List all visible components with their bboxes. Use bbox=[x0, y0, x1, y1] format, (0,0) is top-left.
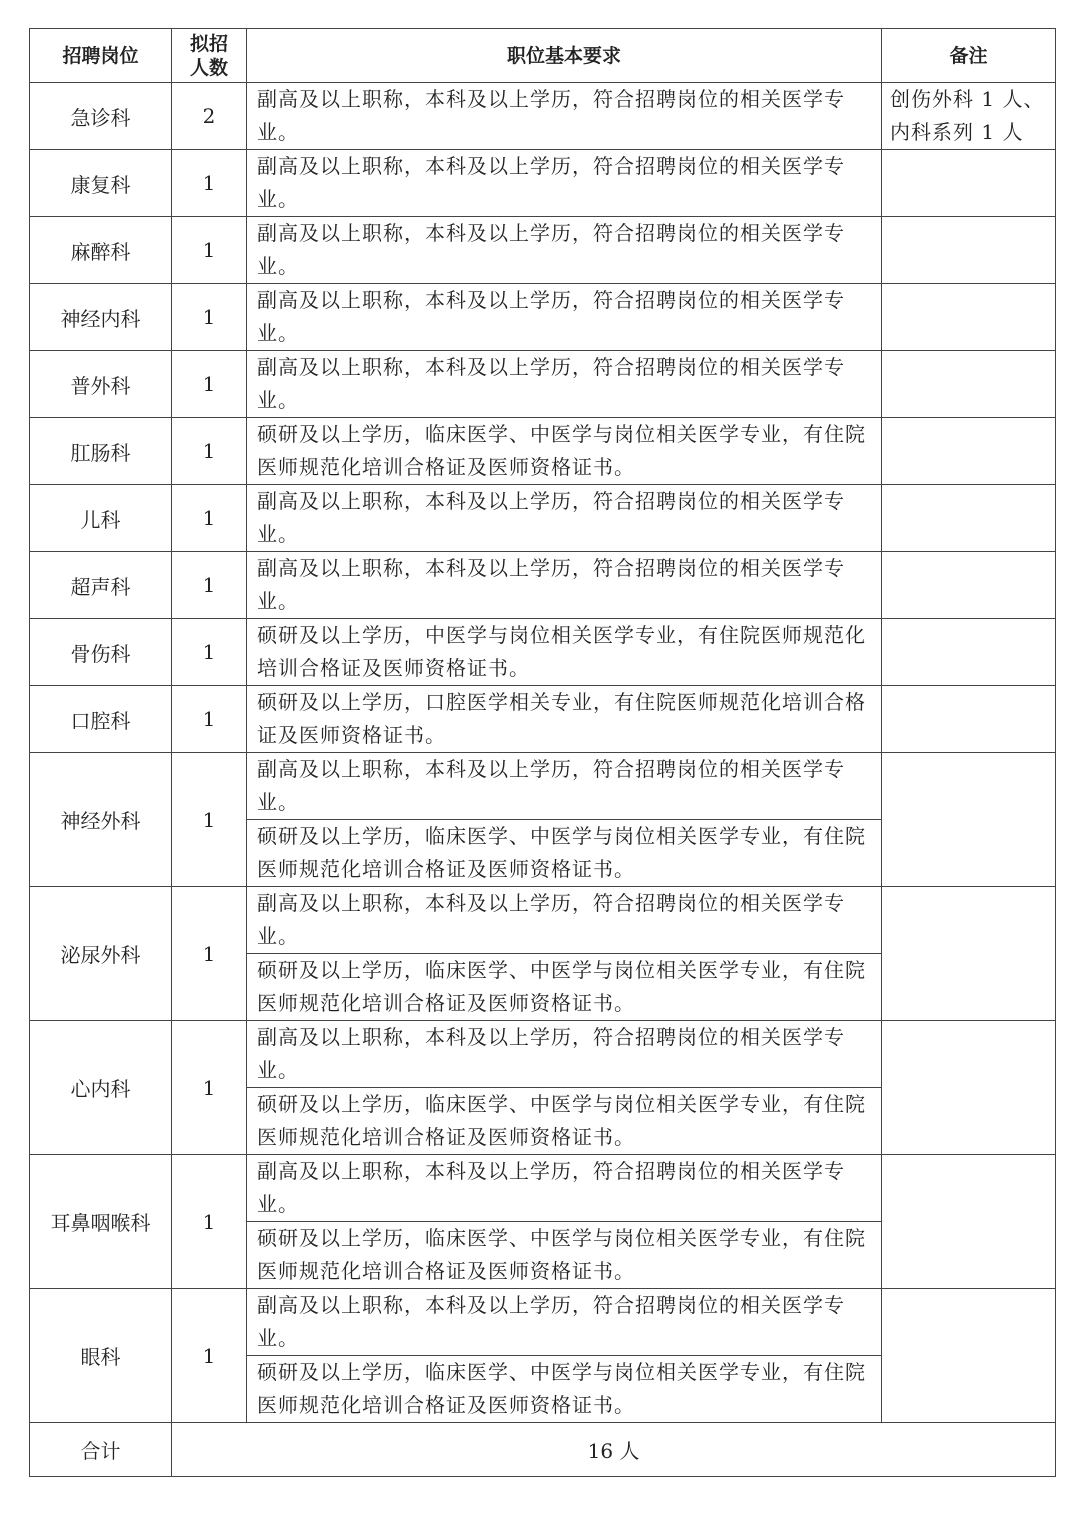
requirement-cell: 副高及以上职称，本科及以上学历，符合招聘岗位的相关医学专业。 bbox=[247, 351, 882, 418]
department-cell: 心内科 bbox=[30, 1021, 172, 1155]
department-cell: 耳鼻咽喉科 bbox=[30, 1155, 172, 1289]
department-cell: 康复科 bbox=[30, 150, 172, 217]
department-cell: 神经内科 bbox=[30, 284, 172, 351]
table-row bbox=[30, 552, 1056, 619]
table-row bbox=[30, 753, 1056, 820]
requirement-cell: 副高及以上职称，本科及以上学历，符合招聘岗位的相关医学专业。 bbox=[247, 485, 882, 552]
department-cell: 骨伤科 bbox=[30, 619, 172, 686]
note-cell bbox=[882, 887, 1056, 1021]
requirement-cell: 副高及以上职称，本科及以上学历，符合招聘岗位的相关医学专业。 bbox=[247, 1021, 882, 1088]
header-requirements: 职位基本要求 bbox=[247, 29, 882, 83]
note-cell bbox=[882, 150, 1056, 217]
total-row bbox=[30, 1423, 1056, 1477]
count-cell: 1 bbox=[172, 418, 247, 485]
total-label: 合计 bbox=[30, 1423, 172, 1477]
recruitment-table bbox=[29, 28, 1056, 1477]
department-cell: 眼科 bbox=[30, 1289, 172, 1423]
requirement-cell: 副高及以上职称，本科及以上学历，符合招聘岗位的相关医学专业。 bbox=[247, 83, 882, 150]
department-cell: 普外科 bbox=[30, 351, 172, 418]
table-row bbox=[30, 351, 1056, 418]
requirement-cell: 副高及以上职称，本科及以上学历，符合招聘岗位的相关医学专业。 bbox=[247, 1289, 882, 1356]
note-cell bbox=[882, 1021, 1056, 1155]
requirement-cell: 副高及以上职称，本科及以上学历，符合招聘岗位的相关医学专业。 bbox=[247, 217, 882, 284]
note-cell bbox=[882, 418, 1056, 485]
table-row bbox=[30, 619, 1056, 686]
table-row bbox=[30, 83, 1056, 150]
count-cell: 1 bbox=[172, 351, 247, 418]
note-cell bbox=[882, 1289, 1056, 1423]
note-cell bbox=[882, 284, 1056, 351]
note-cell bbox=[882, 753, 1056, 887]
department-cell: 神经外科 bbox=[30, 753, 172, 887]
table-row bbox=[30, 686, 1056, 753]
requirement-cell: 副高及以上职称，本科及以上学历，符合招聘岗位的相关医学专业。 bbox=[247, 887, 882, 954]
table-row bbox=[30, 485, 1056, 552]
note-cell bbox=[882, 686, 1056, 753]
count-cell: 1 bbox=[172, 1155, 247, 1289]
count-cell: 1 bbox=[172, 217, 247, 284]
header-row bbox=[30, 29, 1056, 83]
table-row bbox=[30, 887, 1056, 954]
department-cell: 急诊科 bbox=[30, 83, 172, 150]
count-cell: 1 bbox=[172, 150, 247, 217]
requirement-cell: 副高及以上职称，本科及以上学历，符合招聘岗位的相关医学专业。 bbox=[247, 150, 882, 217]
note-cell bbox=[882, 351, 1056, 418]
note-cell bbox=[882, 217, 1056, 284]
requirement-cell: 副高及以上职称，本科及以上学历，符合招聘岗位的相关医学专业。 bbox=[247, 552, 882, 619]
table-row bbox=[30, 284, 1056, 351]
count-cell: 1 bbox=[172, 686, 247, 753]
count-cell: 1 bbox=[172, 485, 247, 552]
table-row bbox=[30, 1021, 1056, 1088]
count-cell: 1 bbox=[172, 1289, 247, 1423]
requirement-cell: 硕研及以上学历，中医学与岗位相关医学专业，有住院医师规范化培训合格证及医师资格证书。 bbox=[247, 619, 882, 686]
requirement-cell: 副高及以上职称，本科及以上学历，符合招聘岗位的相关医学专业。 bbox=[247, 284, 882, 351]
note-cell bbox=[882, 1155, 1056, 1289]
requirement-cell: 硕研及以上学历，临床医学、中医学与岗位相关医学专业，有住院医师规范化培训合格证及医师资格证书。 bbox=[247, 954, 882, 1021]
requirement-cell: 硕研及以上学历，口腔医学相关专业，有住院医师规范化培训合格证及医师资格证书。 bbox=[247, 686, 882, 753]
table-row bbox=[30, 217, 1056, 284]
total-value: 16 人 bbox=[172, 1423, 1056, 1477]
note-cell: 创伤外科 1 人、内科系列 1 人 bbox=[882, 83, 1056, 150]
count-cell: 1 bbox=[172, 887, 247, 1021]
requirement-cell: 硕研及以上学历，临床医学、中医学与岗位相关医学专业，有住院医师规范化培训合格证及医师资格证书。 bbox=[247, 1356, 882, 1423]
count-cell: 1 bbox=[172, 1021, 247, 1155]
note-cell bbox=[882, 619, 1056, 686]
count-cell: 1 bbox=[172, 552, 247, 619]
note-cell bbox=[882, 552, 1056, 619]
table-body bbox=[30, 83, 1056, 1423]
table-row bbox=[30, 150, 1056, 217]
department-cell: 肛肠科 bbox=[30, 418, 172, 485]
count-cell: 1 bbox=[172, 619, 247, 686]
header-notes: 备注 bbox=[882, 29, 1056, 83]
requirement-cell: 硕研及以上学历，临床医学、中医学与岗位相关医学专业，有住院医师规范化培训合格证及医师资格证书。 bbox=[247, 1088, 882, 1155]
requirement-cell: 副高及以上职称，本科及以上学历，符合招聘岗位的相关医学专业。 bbox=[247, 1155, 882, 1222]
table-row bbox=[30, 1289, 1056, 1356]
department-cell: 儿科 bbox=[30, 485, 172, 552]
count-cell: 1 bbox=[172, 753, 247, 887]
department-cell: 麻醉科 bbox=[30, 217, 172, 284]
table-row bbox=[30, 1155, 1056, 1222]
department-cell: 泌尿外科 bbox=[30, 887, 172, 1021]
note-cell bbox=[882, 485, 1056, 552]
requirement-cell: 硕研及以上学历，临床医学、中医学与岗位相关医学专业，有住院医师规范化培训合格证及医师资格证书。 bbox=[247, 820, 882, 887]
requirement-cell: 硕研及以上学历，临床医学、中医学与岗位相关医学专业，有住院医师规范化培训合格证及医师资格证书。 bbox=[247, 1222, 882, 1289]
table-row bbox=[30, 418, 1056, 485]
requirement-cell: 硕研及以上学历，临床医学、中医学与岗位相关医学专业，有住院医师规范化培训合格证及医师资格证书。 bbox=[247, 418, 882, 485]
count-cell: 1 bbox=[172, 284, 247, 351]
requirement-cell: 副高及以上职称，本科及以上学历，符合招聘岗位的相关医学专业。 bbox=[247, 753, 882, 820]
department-cell: 口腔科 bbox=[30, 686, 172, 753]
header-position: 招聘岗位 bbox=[30, 29, 172, 83]
department-cell: 超声科 bbox=[30, 552, 172, 619]
header-count: 拟招人数 bbox=[172, 29, 247, 83]
count-cell: 2 bbox=[172, 83, 247, 150]
